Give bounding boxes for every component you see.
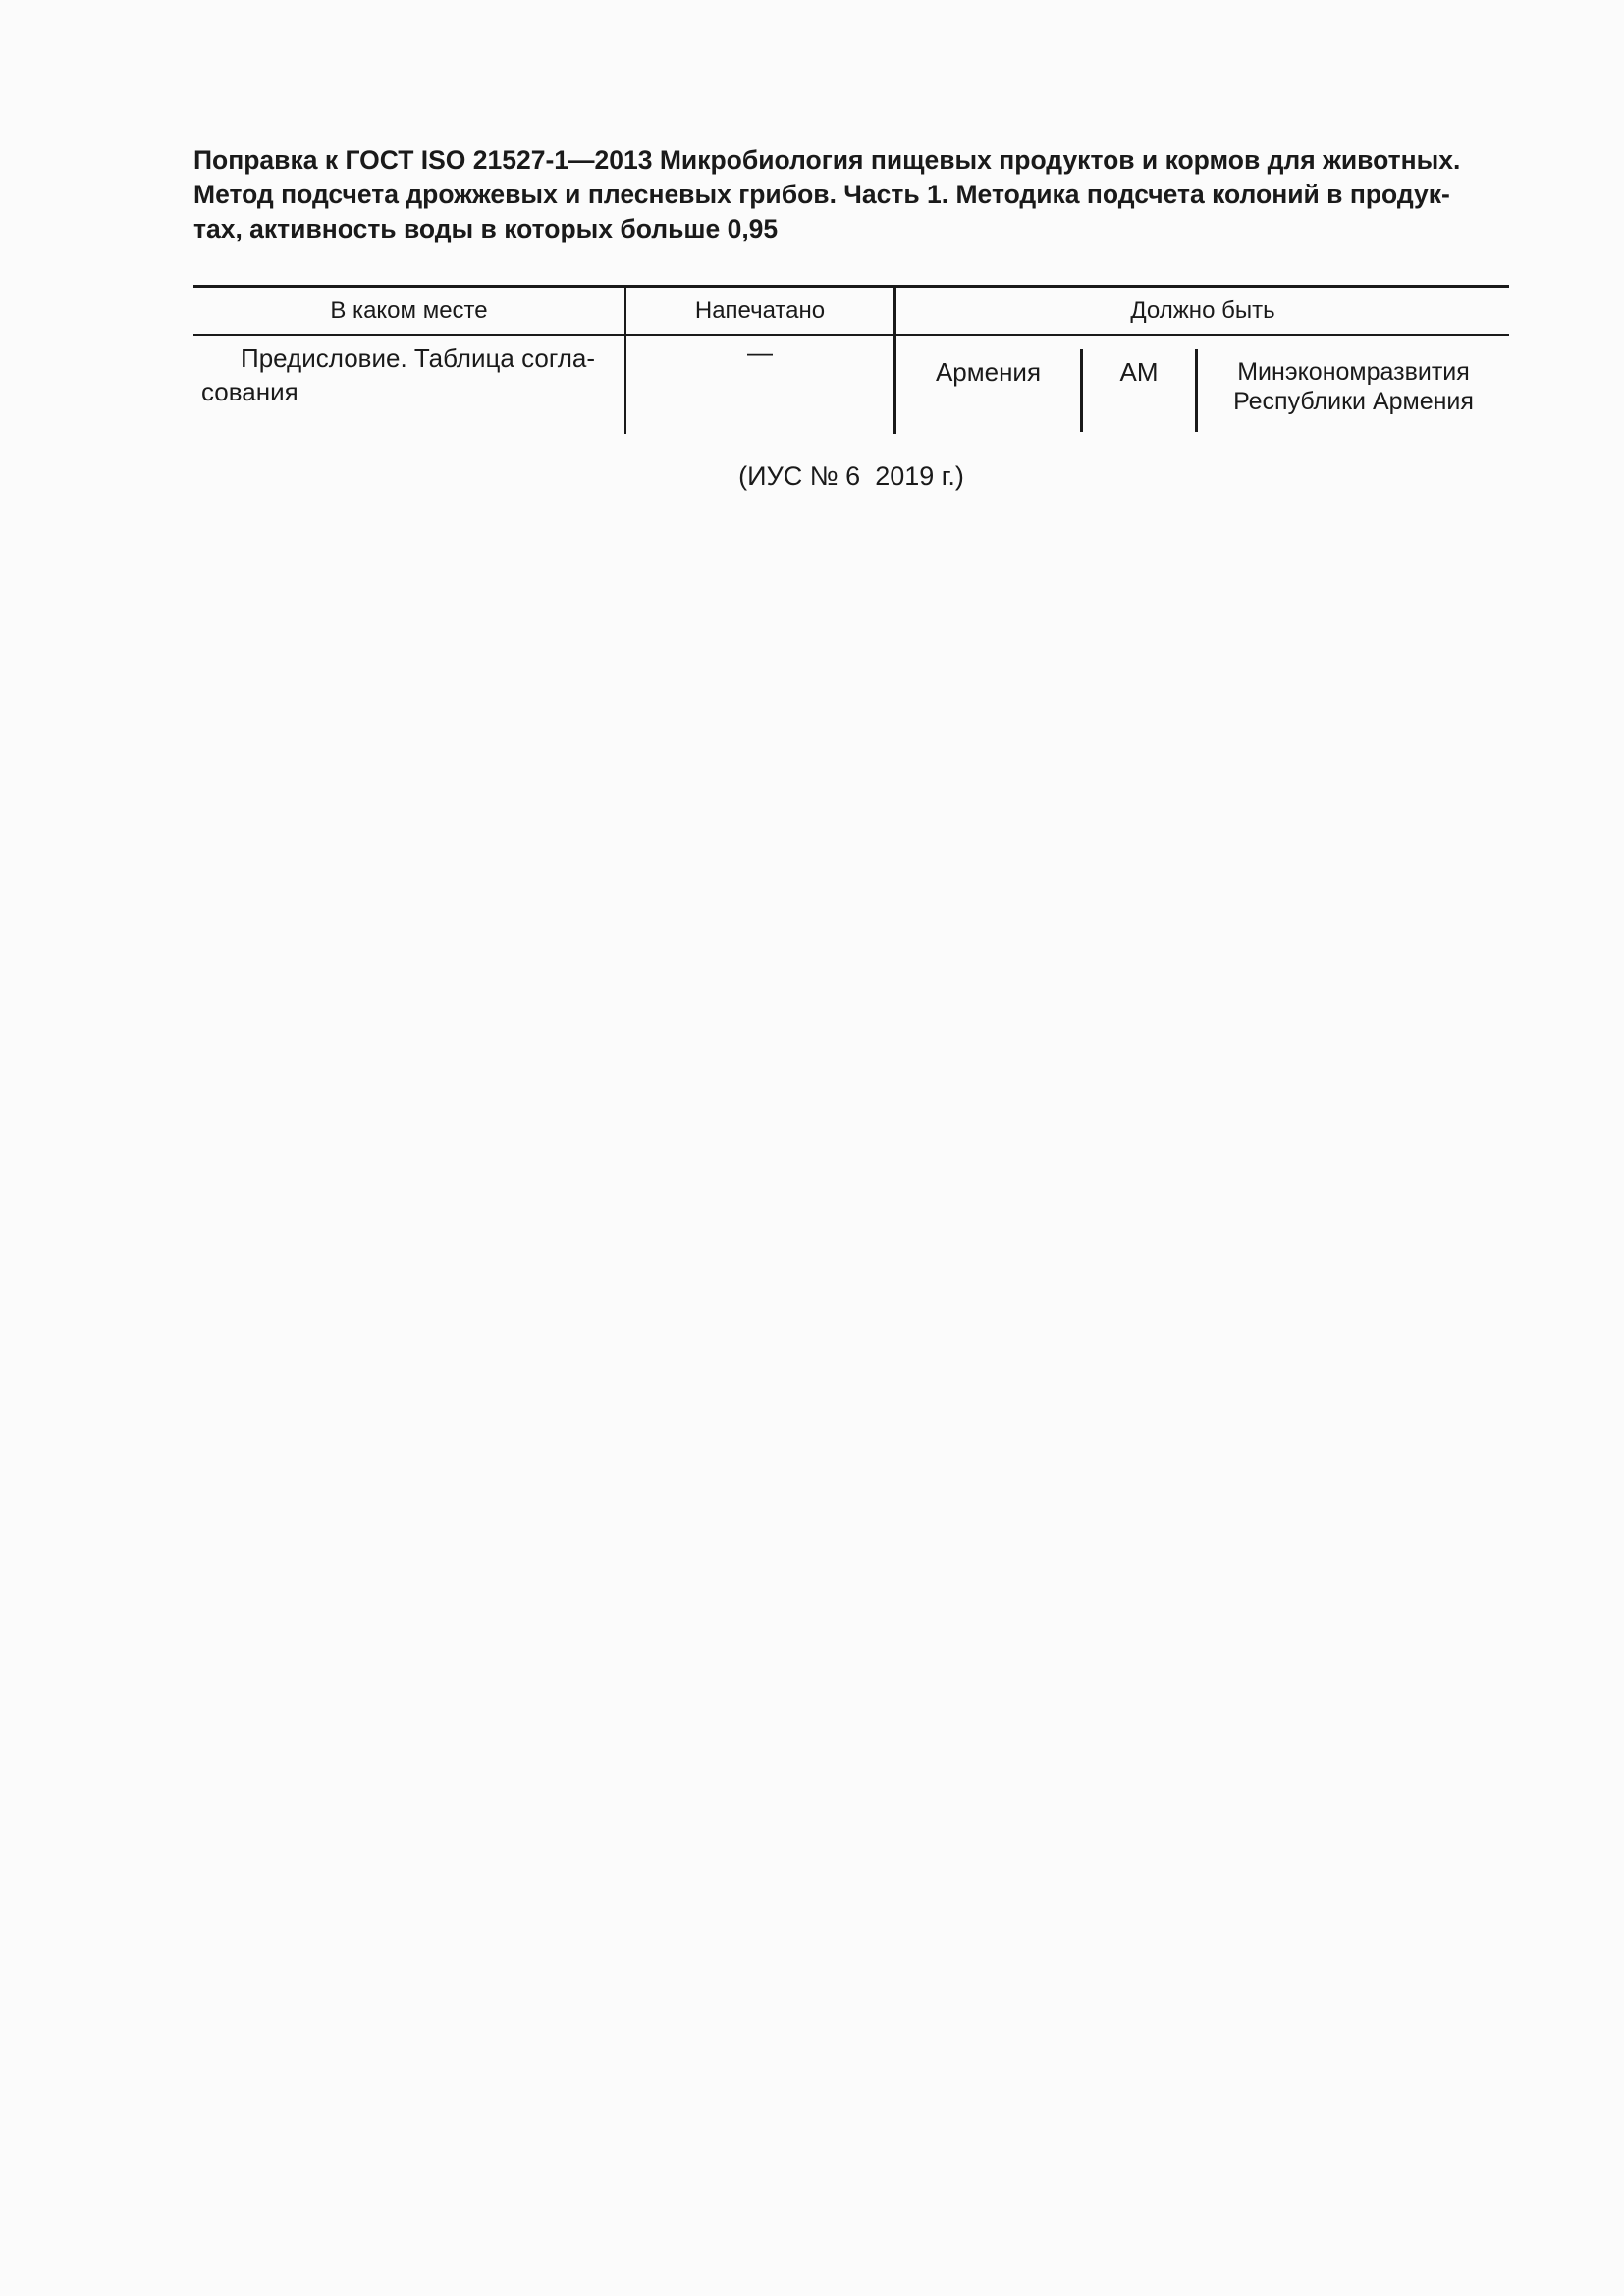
table-row	[193, 336, 1509, 434]
title-line-1: Поправка к ГОСТ ISO 21527-1—2013 Микробиология пищевых продуктов и кормов для животных.	[193, 145, 1461, 175]
table-header-row	[193, 288, 1509, 336]
title-line-3: тах, активность воды в которых больше 0,95	[193, 214, 779, 243]
should-org-line-2: Республики Армения	[1233, 388, 1474, 415]
header-should-be: Должно быть	[1130, 296, 1275, 324]
title-line-2: Метод подсчета дрожжевых и плесневых грибов. Часть 1. Методика подсчета колоний в продук-	[193, 180, 1450, 209]
header-printed: Напечатано	[626, 288, 896, 334]
cell-printed: —	[626, 336, 896, 434]
amendment-title	[193, 143, 1509, 246]
header-where: В каком месте	[193, 288, 626, 334]
where-line-1: Предисловие. Таблица согла-	[241, 344, 596, 373]
cell-should-be	[896, 336, 1509, 434]
should-organization	[1198, 349, 1509, 432]
where-line-2: сования	[201, 377, 298, 406]
should-org-line-1: Минэкономразвития	[1237, 358, 1470, 386]
ius-reference: (ИУС № 6 2019 г.)	[738, 461, 964, 491]
should-country: Армения	[896, 349, 1083, 432]
amendment-table	[193, 285, 1509, 434]
document-page	[193, 143, 1509, 491]
cell-where	[193, 336, 626, 434]
should-code: AM	[1083, 349, 1198, 432]
